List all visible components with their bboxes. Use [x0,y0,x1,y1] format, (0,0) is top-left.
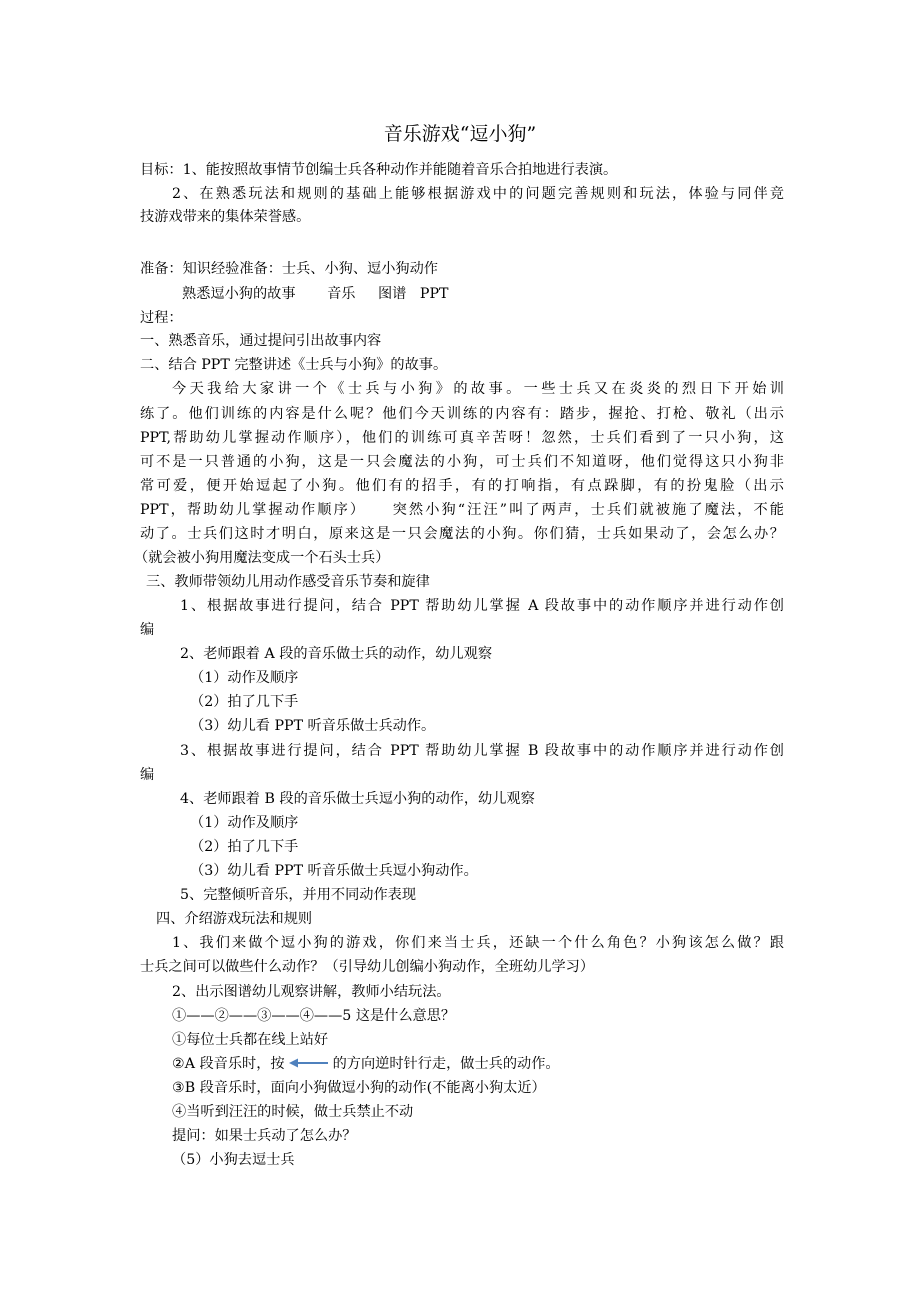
s3-item-2-sub-1: （1）动作及顺序 [190,670,299,686]
story-line-8: （就会被小狗用魔法变成一个石头士兵） [134,550,390,566]
s3-item-5: 5、完整倾听音乐，并用不同动作表现 [180,887,417,903]
goal-line-1: 目标：1、能按照故事情节创编士兵各种动作并能随着音乐合拍地进行表演。 [140,162,618,178]
s3-item-4-sub-2: （2）拍了几下手 [190,839,299,855]
goal-line-2: 2、在熟悉玩法和规则的基础上能够根据游戏中的问题完善规则和玩法，体验与同伴竞 [172,186,784,202]
story-line-1: 今天我给大家讲一个《士兵与小狗》的故事。一些士兵又在炎炎的烈日下开始训 [172,381,784,397]
s3-item-4: 4、老师跟着 B 段的音乐做士兵逗小狗的动作，幼儿观察 [180,791,535,807]
story-line-4: 可不是一只普通的小狗，这是一只会魔法的小狗，可士兵们不知道呀，他们觉得这只小狗非 [140,454,784,470]
story-line-3: PPT,帮助幼儿掌握动作顺序），他们的训练可真辛苦呀！忽然，士兵们看到了一只小狗，这 [140,430,784,446]
prep-line-1: 准备：知识经验准备：士兵、小狗、逗小狗动作 [140,261,438,277]
goal-line-3: 技游戏带来的集体荣誉感。 [140,209,311,225]
s3-item-4-sub-1: （1）动作及顺序 [190,815,299,831]
s3-item-1: 1、根据故事进行提问，结合 PPT 帮助幼儿掌握 A 段故事中的动作顺序并进行动作创 [180,598,784,614]
prep-line-2: 熟悉逗小狗的故事 音乐 图谱 PPT [182,286,449,302]
section-2-heading: 二、结合 PPT 完整讲述《士兵与小狗》的故事。 [140,357,448,373]
rule-4: ④当听到汪汪的时候，做士兵禁止不动 [172,1104,414,1120]
s4-item-1: 1、我们来做个逗小狗的游戏，你们来当士兵，还缺一个什么角色？小狗该怎么做？跟 [172,935,784,951]
story-line-2: 练了。他们训练的内容是什么呢？他们今天训练的内容有：踏步，握抢、打枪、敬礼（出示 [140,406,784,422]
story-line-6: PPT，帮助幼儿掌握动作顺序） 突然小狗“汪汪”叫了两声，士兵们就被施了魔法，不能 [140,502,784,518]
rule-1: ①每位士兵都在线上站好 [172,1032,329,1048]
s4-item-2: 2、出示图谱幼儿观察讲解，教师小结玩法。 [172,984,451,1000]
story-line-5: 常可爱，便开始逗起了小狗。他们有的招手，有的打响指，有点跺脚，有的扮鬼脸（出示 [140,478,784,494]
rule-2 [172,1054,822,1074]
process-heading: 过程： [140,310,183,326]
sequence-line: ①——②——③——④——5 这是什么意思？ [172,1008,456,1024]
rule-3: ③B 段音乐时，面向小狗做逗小狗的动作(不能离小狗太近） [172,1080,546,1096]
s3-item-3: 3、根据故事进行提问，结合 PPT 帮助幼儿掌握 B 段故事中的动作顺序并进行动作创 [180,743,784,759]
section-1-heading: 一、熟悉音乐，通过提问引出故事内容 [140,333,382,349]
s3-item-1-cont: 编 [140,622,155,638]
rule-2-end: 的方向逆时针行走，做士兵的动作。 [332,1056,560,1072]
s4-item-1-cont: 士兵之间可以做些什么动作？（引导幼儿创编小狗动作，全班幼儿学习） [140,959,595,975]
section-4-heading: 四、介绍游戏玩法和规则 [156,911,313,927]
left-arrow-icon [289,1058,329,1068]
s3-item-2-sub-3: （3）幼儿看 PPT 听音乐做士兵动作。 [190,718,436,734]
section-3-heading: 三、教师带领幼儿用动作感受音乐节奏和旋律 [146,574,430,590]
rule-5: （5）小狗去逗士兵 [172,1152,295,1168]
s3-item-2: 2、老师跟着 A 段的音乐做士兵的动作，幼儿观察 [180,646,493,662]
question-line: 提问：如果士兵动了怎么办？ [172,1128,357,1144]
story-line-7: 动了。士兵们这时才明白，原来这是一只会魔法的小狗。你们猜，士兵如果动了，会怎么办？ [140,526,784,542]
s3-item-3-cont: 编 [140,767,155,783]
page-title: 音乐游戏“逗小狗” [383,123,537,145]
rule-2-start: ②A 段音乐时，按 [172,1056,285,1072]
s3-item-4-sub-3: （3）幼儿看 PPT 听音乐做士兵逗小狗动作。 [190,863,478,879]
s3-item-2-sub-2: （2）拍了几下手 [190,694,299,710]
